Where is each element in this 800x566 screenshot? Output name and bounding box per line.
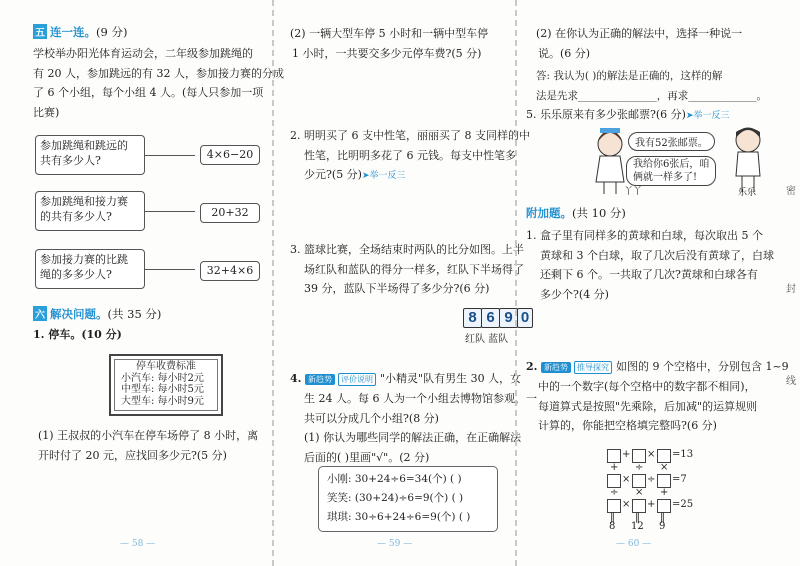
- grid-bottom: 12: [631, 521, 644, 532]
- connector-line: [145, 155, 195, 156]
- margin-char: 线: [786, 376, 796, 387]
- section-5-title: 五 连一连。(9 分): [35, 25, 128, 39]
- q5-title: 5. 乐乐原来有多少张邮票?(6 分)➤举一反三: [526, 108, 730, 121]
- parking-fee-sign: 停车收费标准 小汽车: 每小时2元 中型车: 每小时5元 大型车: 每小时9元: [109, 354, 223, 416]
- q1-title: 1. 停车。(10 分): [33, 328, 122, 341]
- q4-2-text: (2) 在你认为正确的解法中，选择一种说一 说。(6 分): [536, 27, 743, 60]
- practice-tag[interactable]: ➤举一反三: [685, 111, 730, 121]
- practice-tag[interactable]: ➤举一反三: [361, 171, 406, 181]
- new-trend-badge: 新趋势: [305, 374, 335, 385]
- q4-1-text: (1) 你认为哪些同学的解法正确，在正确解法 后面的( )里画"√"。(2 分): [304, 431, 522, 464]
- solution-row[interactable]: 小刚: 30+24÷6=34(个) ( ): [327, 473, 462, 485]
- new-trend-badge: 新趋势: [541, 362, 571, 373]
- page-number: — 60 —: [616, 539, 652, 549]
- score-labels: 红队 蓝队: [465, 334, 509, 345]
- q4-2-answer[interactable]: 答: 我认为( )的解法是正确的，这样的解 法是先求_______________，再求_____________。: [536, 70, 767, 102]
- grid-cell[interactable]: [632, 499, 646, 513]
- answer-box-1[interactable]: 4×6−20: [200, 145, 260, 165]
- grid-cell[interactable]: [607, 449, 621, 463]
- grid-cell[interactable]: [632, 449, 646, 463]
- connector-line: [145, 269, 195, 270]
- score-digit: 6: [481, 308, 500, 328]
- grid-cell[interactable]: [632, 474, 646, 488]
- page-number: — 59 —: [377, 539, 413, 549]
- grid-cell[interactable]: [607, 474, 621, 488]
- answer-box-3[interactable]: 32+4×6: [200, 261, 260, 281]
- girl-label: 丫丫: [624, 187, 643, 197]
- grid-bottom: 8: [609, 521, 616, 532]
- margin-char: 封: [786, 284, 796, 295]
- grid-result: =13: [672, 449, 694, 460]
- grid-cell[interactable]: [657, 449, 671, 463]
- extra-q1-text: 1. 盒子里有同样多的黄球和白球，每次取出 5 个 黄球和 3 个白球，取了几次后没有黄球了，白球 还剩下 6 个。一共取了几次?黄球和白球各有 多少个?(4 分): [526, 229, 774, 301]
- boy-figure: [736, 128, 760, 192]
- speech-bubble-1: 我有52张邮票。: [628, 132, 715, 151]
- section-6-title: 六 解决问题。(共 35 分): [35, 307, 162, 321]
- question-box-2[interactable]: 参加跳绳和接力赛 的共有多少人?: [35, 191, 145, 231]
- grid-bottom: 9: [659, 521, 666, 532]
- score-digit: 0: [517, 308, 533, 328]
- q4-text: 生 24 人。每 6 人为一个小组去博物馆参观，一 共可以分成几个小组?(8 分): [304, 392, 537, 425]
- extra-q2-text: 中的一个数字(每个空格中的数字都不相同)， 每道算式是按照"先乘除，后加减"的运算规则 计算的，你能把空格填完整吗?(6 分): [538, 380, 758, 432]
- intro-text: 学校举办阳光体育运动会，二年级参加跳绳的 有 20 人，参加跳远的有 32 人，参加接力赛的分成 了 6 个小组，每个小组 4 人。(每人只参加一项 比赛): [33, 47, 284, 119]
- question-box-3[interactable]: 参加接力赛的比跳 绳的多多少人?: [35, 249, 145, 289]
- q2-text: 2. 明明买了 6 支中性笔，丽丽买了 8 支同样的中 性笔，比明明多花了 6 元钱。每支中性笔多 少元?(5 分)➤举一反三: [290, 129, 530, 181]
- explore-badge: 推导探究: [574, 361, 612, 374]
- grid-result: =7: [672, 474, 687, 485]
- extra-q2-header: 2. 新趋势 推导探究 如图的 9 个空格中，分别包含 1~9: [526, 360, 789, 373]
- page-2: [280, 0, 537, 566]
- q4-header: 4. 新趋势 评价说明 "小精灵"队有男生 30 人，女: [290, 372, 522, 385]
- solution-row[interactable]: 琪琪: 30÷6+24÷6=9(个) ( ): [327, 511, 471, 523]
- solution-row[interactable]: 笑笑: (30+24)÷6=9(个) ( ): [327, 492, 464, 504]
- score-digit: 8: [463, 308, 482, 328]
- extra-title: 附加题。(共 10 分): [526, 206, 626, 220]
- score-digit: 9: [499, 308, 518, 328]
- q1-2-text: (2) 一辆大型车停 5 小时和一辆中型车停 1 小时，一共要交多少元停车费?(5 分): [290, 27, 489, 60]
- connector-line: [145, 211, 195, 212]
- margin-char: 密: [786, 186, 796, 197]
- girl-figure: [596, 128, 624, 194]
- eval-badge: 评价说明: [338, 373, 376, 386]
- column-divider: [515, 0, 517, 566]
- grid-result: =25: [672, 499, 694, 510]
- q3-text: 3. 篮球比赛，全场结束时两队的比分如图。上半 场红队和蓝队的得分一样多，红队下半场得了 39 分，蓝队下半场得了多少分?(6 分): [290, 243, 524, 295]
- grid-cell[interactable]: [657, 499, 671, 513]
- grid-cell[interactable]: [607, 499, 621, 513]
- solutions-box: [318, 466, 498, 532]
- answer-box-2[interactable]: 20+32: [200, 203, 260, 223]
- grid-cell[interactable]: [657, 474, 671, 488]
- page-3: (2) 在你认为正确的解法中，选择一种说一 说。(6 分) 答: 我认为( )的解法是正确的，这样的解 法是先求_______________，再求_____________。 5. 乐乐原来有多少张邮票?(6 分)➤举一反三 我有52张邮票。 我给你6张后，咱 俩就一样多了! 丫丫 乐乐 附加题。(共 10 分) 1. 盒子里有同样多的黄球和白球，每次取出 5 个 黄球和 3 个白球，取了几次后没有黄球了，白球 还剩下 6 个。一共取了几次?黄球和白球各有 多少个?(4 分) 2. 新趋势 推导探究 如图的 9 个空格中，分别包含 1~9 中的一个数字(每个空格中的数字都不相同)， 每道算式是按照"先乘除，后加减"的运算规则 计算的，你能把空格填完整吗?(6 分) + × =13 + ÷ × × ÷ =7 ÷ × + × + =25 ‖ ‖ ‖ 8 12 9 — 60 —: [520, 0, 785, 566]
- column-divider: [272, 0, 274, 566]
- speech-bubble-2: 我给你6张后，咱 俩就一样多了!: [626, 156, 716, 186]
- page-1: [0, 0, 284, 566]
- page-number: — 58 —: [120, 539, 156, 549]
- boy-label: 乐乐: [738, 188, 757, 198]
- question-box-1[interactable]: 参加跳绳和跳远的 共有多少人?: [35, 135, 145, 175]
- q1-1-text: (1) 王叔叔的小汽车在停车场停了 8 小时，离 开时付了 20 元，应找回多少元?(5 分): [38, 429, 259, 462]
